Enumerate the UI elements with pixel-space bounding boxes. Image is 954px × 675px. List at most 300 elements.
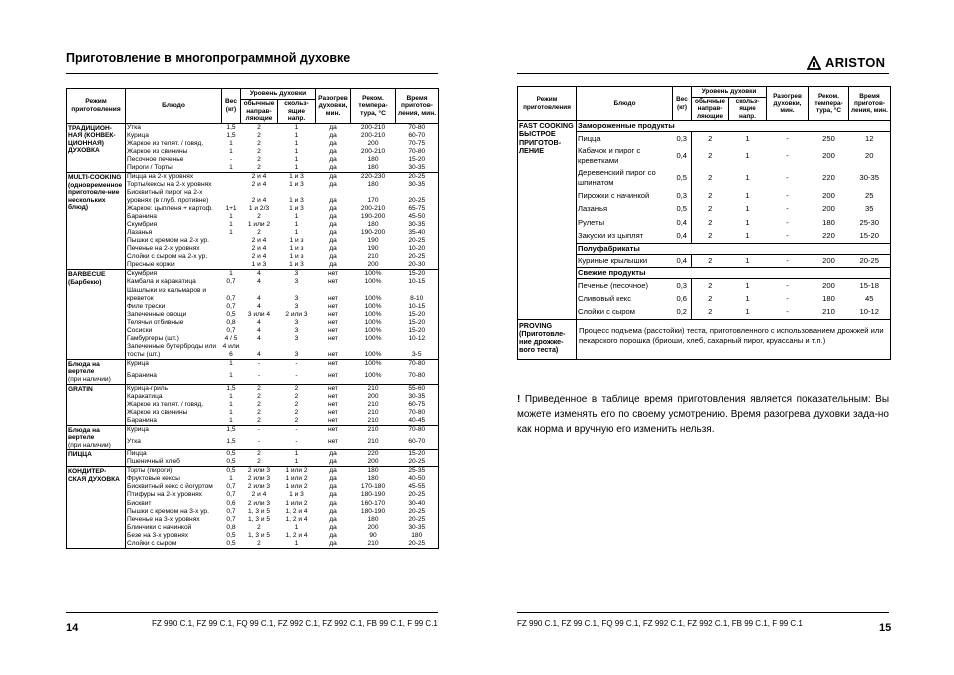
mode-label: BARBECUE (Барбекю): [68, 271, 106, 286]
value-cell: 180: [367, 221, 379, 229]
value-cell: 100%: [364, 350, 382, 358]
value-cell: 0,5: [226, 531, 236, 539]
value-cell: 1: [229, 213, 233, 221]
value-cell: 10-15: [408, 302, 426, 310]
value-cell: 1,5: [222, 123, 241, 132]
value-cell: 1,5: [226, 131, 236, 139]
value-cell: 180: [411, 531, 423, 539]
value-cell: 30-35: [408, 163, 426, 171]
value-cell: 1: [278, 450, 316, 459]
value-cell: 70-80: [396, 123, 439, 132]
value-cell: 100%: [364, 371, 382, 379]
value-cell: 1 и 3: [289, 261, 304, 269]
value-cell: 170: [367, 197, 379, 205]
value-cell: нет: [327, 408, 339, 416]
value-cell: 0,7: [226, 302, 236, 310]
dish-cell: Пицца: [578, 133, 601, 143]
value-cell: 180-190: [360, 491, 386, 499]
dish-cell: Пицца на 2-х уровнях: [126, 172, 222, 181]
value-cell: 200: [822, 190, 835, 200]
value-cell: 3: [294, 302, 299, 310]
value-cell: 1: [294, 213, 299, 221]
value-cell: нет: [327, 400, 339, 408]
value-cell: 1: [229, 416, 233, 424]
header-mode: Режим приготовления: [67, 89, 126, 124]
value-cell: 1: [229, 371, 233, 379]
mode-label: Блюда на вертеле: [68, 360, 100, 376]
value-cell: 100%: [364, 302, 382, 310]
value-cell: 1: [229, 229, 233, 237]
value-cell: 2 и 4: [251, 491, 267, 499]
dish-cell: Жаркое: цыпленя + картоф.: [127, 205, 213, 213]
value-cell: 4: [257, 334, 261, 342]
value-cell: нет: [327, 310, 339, 318]
value-cell: 70-80: [408, 408, 426, 416]
value-cell: 4: [257, 302, 261, 310]
header-level-slide: скольз-ящие напр.: [278, 100, 316, 124]
value-cell: 1 или 2: [285, 499, 308, 507]
value-cell: 0,3: [673, 189, 692, 203]
value-cell: [222, 181, 241, 189]
dish-cell: Лазанья: [127, 229, 153, 237]
value-cell: 2 или 3: [247, 475, 271, 483]
value-cell: да: [316, 450, 351, 459]
dish-cell: Рулеты: [578, 217, 605, 227]
value-cell: -: [786, 173, 789, 183]
value-cell: 15-20: [408, 326, 426, 334]
header-mode: Режим приготовления: [518, 87, 577, 121]
dish-cell: Баранина: [127, 213, 157, 221]
value-cell: 1: [229, 147, 233, 155]
value-cell: -: [786, 293, 789, 303]
value-cell: 70-80: [408, 371, 426, 379]
value-cell: -: [241, 359, 278, 371]
value-cell: 1: [229, 392, 233, 400]
header-level-normal: обычные направ-ляющие: [241, 100, 278, 124]
value-cell: да: [329, 147, 337, 155]
value-cell: 60-70: [408, 131, 426, 139]
value-cell: -: [278, 425, 316, 437]
value-cell: 200: [367, 392, 379, 400]
value-cell: 1: [745, 190, 750, 200]
value-cell: 30-35: [408, 221, 426, 229]
value-cell: 2: [257, 523, 261, 531]
section-title: Свежие продукты: [577, 268, 891, 279]
value-cell: 180: [367, 163, 379, 171]
value-cell: да: [329, 139, 337, 147]
value-cell: [222, 172, 241, 181]
value-cell: 2: [708, 307, 713, 317]
value-cell: 2: [294, 416, 299, 424]
value-cell: 30-40: [408, 499, 426, 507]
table-row: [67, 172, 439, 181]
value-cell: 15-20: [396, 270, 439, 279]
value-cell: 4: [257, 294, 261, 302]
value-cell: 200: [822, 204, 835, 214]
dish-cell: Торты (пироги): [126, 467, 222, 476]
dish-cell: Баранина: [127, 416, 157, 424]
dish-cell: Пирожки с начинкой: [578, 190, 650, 200]
value-cell: -: [786, 255, 789, 265]
value-cell: -: [229, 155, 233, 163]
value-cell: 1 и 3: [289, 197, 304, 205]
value-cell: да: [329, 483, 337, 491]
value-cell: 1: [294, 229, 299, 237]
value-cell: 2: [708, 173, 713, 183]
value-cell: 200: [822, 255, 835, 265]
dish-cell: Курица: [127, 131, 149, 139]
value-cell: 2 и 4: [241, 172, 278, 181]
header-level: Уровень духовки: [692, 87, 767, 98]
proving-description: Процесс подъема (расстойки) теста, приготовленного с использованием дрожжей или пекарского порошка (бриоши, хлеб, сахарный пирог, круассаны и т.п.): [577, 319, 891, 359]
dish-cell: Куриные крылышки: [578, 255, 648, 265]
value-cell: да: [329, 531, 337, 539]
table-row: [67, 467, 439, 476]
value-cell: 1 и 3: [251, 261, 267, 269]
value-cell: 55-60: [396, 384, 439, 393]
value-cell: 1: [294, 523, 299, 531]
value-cell: 200: [822, 151, 835, 161]
value-cell: да: [329, 507, 337, 515]
value-cell: 1: [278, 123, 316, 132]
value-cell: 1: [745, 307, 750, 317]
value-cell: 45: [865, 293, 874, 303]
dish-cell: Фруктовые кексы: [127, 475, 180, 483]
value-cell: 2: [241, 384, 278, 393]
value-cell: 190: [367, 237, 379, 245]
mode-label: Блюда на вертеле: [68, 426, 100, 442]
value-cell: 2 и 4: [251, 245, 267, 253]
value-cell: 0,3: [673, 132, 692, 146]
value-cell: 20-25: [408, 197, 426, 205]
value-cell: 20-25: [408, 515, 426, 523]
value-cell: нет: [327, 437, 339, 445]
value-cell: 1, 3 и 5: [247, 515, 270, 523]
dish-cell: Кабачок и пирог с креветками: [578, 146, 641, 166]
value-cell: 2: [257, 147, 261, 155]
value-cell: 2: [257, 163, 261, 171]
value-cell: 1 и 3: [289, 180, 304, 188]
value-cell: 1 и 3: [289, 491, 304, 499]
value-cell: 3: [294, 326, 299, 334]
value-cell: 4: [257, 326, 261, 334]
dish-cell: Слойки с сыром: [578, 307, 635, 317]
header-temp: Реком. темпера-тура, °C: [351, 89, 396, 124]
value-cell: 70-80: [396, 359, 439, 371]
value-cell: да: [329, 261, 337, 269]
note-text: Приведенное в таблице время приготовления является показательным: Вы можете изменять его по своему усмотрению. Время разогрева духовки зада-но как норма и вручную его изменить нельзя.: [517, 394, 890, 435]
mode-sublabel: (при наличии): [68, 375, 111, 383]
value-cell: -: [786, 280, 789, 290]
value-cell: 0,5: [226, 539, 236, 547]
mode-label: ПИЦЦА: [68, 451, 92, 459]
mode-cell: FAST COOKING БЫСТРОЕ ПРИГОТОВ-ЛЕНИЕ: [518, 121, 577, 320]
mode-cell: [67, 270, 126, 359]
value-cell: 100%: [364, 334, 382, 342]
dish-cell: Жаркое из телят. / говяд.: [127, 139, 204, 147]
value-cell: 210: [367, 437, 379, 445]
value-cell: 25: [865, 190, 874, 200]
value-cell: 210: [367, 400, 379, 408]
value-cell: -: [241, 425, 278, 437]
value-cell: 65-75: [408, 205, 426, 213]
value-cell: нет: [327, 302, 339, 310]
value-cell: 15-20: [408, 318, 426, 326]
value-cell: 2: [241, 450, 278, 459]
value-cell: 1: [229, 221, 233, 229]
dish-cell: Курица-гриль: [126, 384, 222, 393]
value-cell: -: [278, 359, 316, 371]
section-title: Полуфабрикаты: [577, 243, 891, 254]
value-cell: 15-20: [396, 450, 439, 459]
value-cell: 200: [367, 458, 379, 466]
value-cell: 0,7: [226, 294, 236, 302]
brand-name: ARISTON: [825, 55, 886, 70]
value-cell: 180: [367, 180, 379, 188]
dish-cell: Камбала и каракатица: [127, 278, 196, 286]
value-cell: 180: [367, 155, 379, 163]
value-cell: 2: [257, 131, 261, 139]
value-cell: да: [329, 499, 337, 507]
value-cell: 1,5: [222, 425, 241, 437]
table-row: [67, 384, 439, 393]
value-cell: 90: [369, 531, 377, 539]
value-cell: 2: [257, 400, 261, 408]
footer-rule: [517, 612, 889, 613]
value-cell: 2 или 3: [247, 483, 271, 491]
dish-cell: Скумбрия: [127, 221, 158, 229]
value-cell: 1, 2 и 4: [285, 515, 308, 523]
value-cell: 0,2: [673, 306, 692, 320]
value-cell: 1,5: [226, 437, 236, 445]
value-cell: 1, 2 и 4: [285, 531, 308, 539]
value-cell: 1: [294, 139, 299, 147]
mode-cell: [67, 467, 126, 548]
value-cell: нет: [327, 278, 339, 286]
value-cell: да: [329, 523, 337, 531]
value-cell: 2: [257, 458, 261, 466]
value-cell: 1: [294, 458, 299, 466]
value-cell: да: [329, 205, 337, 213]
value-cell: 2: [708, 255, 713, 265]
dish-cell: Деревенский пирог со шпинатом: [578, 168, 656, 188]
value-cell: да: [329, 180, 337, 188]
value-cell: 210: [351, 384, 396, 393]
value-cell: нет: [316, 359, 351, 371]
value-cell: -: [786, 151, 789, 161]
value-cell: 1: [294, 539, 299, 547]
value-cell: 0,4: [673, 145, 692, 167]
value-cell: 1, 2 и 4: [285, 507, 308, 515]
value-cell: 2 или 3: [285, 310, 308, 318]
mode-cell: [67, 450, 126, 467]
value-cell: 0,8: [226, 318, 236, 326]
value-cell: 100%: [364, 278, 382, 286]
value-cell: 2: [257, 539, 261, 547]
value-cell: да: [329, 155, 337, 163]
dish-cell: Жаркое из свинины: [127, 147, 188, 155]
value-cell: 4: [241, 270, 278, 279]
page-number: 15: [879, 622, 892, 634]
value-cell: да: [329, 197, 337, 205]
dish-cell: Запеченные овощи: [127, 310, 187, 318]
value-cell: 15-20: [859, 231, 879, 241]
value-cell: да: [329, 131, 337, 139]
dish-cell: Слойки с сыром: [127, 539, 177, 547]
value-cell: 0,6: [226, 499, 236, 507]
dish-cell: Жаркое из телят. / говяд.: [127, 400, 204, 408]
mode-cell: [67, 123, 126, 172]
value-cell: -: [295, 371, 298, 379]
value-cell: да: [329, 245, 337, 253]
value-cell: 4: [257, 318, 261, 326]
value-cell: 220: [822, 173, 835, 183]
dish-cell: Жаркое из свинины: [127, 408, 188, 416]
value-cell: 1 и з: [289, 245, 304, 253]
value-cell: [222, 237, 241, 245]
value-cell: 210: [367, 408, 379, 416]
dish-cell: Бисквитный кекс с йогуртом: [127, 483, 213, 491]
dish-cell: Печенье на 2-х уровнях: [127, 245, 200, 253]
value-cell: 2 и 4: [251, 253, 267, 261]
value-cell: нет: [327, 326, 339, 334]
dish-cell: Телячьи отбивные: [127, 318, 184, 326]
value-cell: 200-210: [351, 123, 396, 132]
value-cell: нет: [316, 270, 351, 279]
value-cell: 200: [367, 139, 379, 147]
value-cell: 2 или 3: [247, 499, 271, 507]
dish-cell: Сливовый кекс: [578, 293, 632, 303]
value-cell: 200: [367, 261, 379, 269]
dish-cell: Закуски из цыплят: [578, 231, 644, 241]
value-cell: 1 или 2: [285, 483, 308, 491]
value-cell: 0,7: [226, 326, 236, 334]
value-cell: 0,4: [673, 230, 692, 244]
value-cell: 25-30: [859, 217, 879, 227]
value-cell: да: [329, 515, 337, 523]
value-cell: 1: [745, 173, 750, 183]
value-cell: 35: [865, 204, 874, 214]
value-cell: да: [329, 539, 337, 547]
value-cell: 1: [745, 217, 750, 227]
value-cell: 2: [708, 231, 713, 241]
value-cell: 0,6: [673, 292, 692, 306]
dish-cell: Пшеничный хлеб: [127, 458, 180, 466]
section-title: Замороженные продукты: [577, 121, 891, 132]
value-cell: 1: [229, 400, 233, 408]
note-mark: !: [517, 394, 521, 405]
value-cell: 100%: [364, 326, 382, 334]
model-list: FZ 990 C.1, FZ 99 C.1, FQ 99 C.1, FZ 992 C.1, FZ 992 C.1, FB 99 C.1, F 99 C.1: [517, 619, 803, 628]
value-cell: 2: [294, 408, 299, 416]
value-cell: 2: [257, 229, 261, 237]
value-cell: 45-50: [408, 213, 426, 221]
dish-cell: Шашлыки из кальмаров и креветок: [127, 286, 207, 302]
value-cell: -: [257, 371, 261, 379]
value-cell: 1 или 2: [247, 221, 271, 229]
value-cell: 2: [708, 217, 713, 227]
value-cell: 210: [367, 253, 379, 261]
value-cell: -: [295, 437, 298, 445]
value-cell: 1: [229, 408, 233, 416]
value-cell: 3: [294, 334, 299, 342]
value-cell: 220: [822, 231, 835, 241]
header-preheat: Разогрев духовки, мин.: [316, 89, 351, 124]
dish-cell: Скумбрия: [126, 270, 222, 279]
value-cell: 20-25: [408, 253, 426, 261]
value-cell: 1: [294, 147, 299, 155]
dish-cell: Торты/кексы на 2-х уровнях: [127, 180, 212, 188]
value-cell: 30-35: [408, 180, 426, 188]
value-cell: 1, 3 и 5: [247, 531, 270, 539]
mode-cell: [67, 172, 126, 269]
value-cell: да: [316, 123, 351, 132]
value-cell: 1: [294, 221, 299, 229]
header-time: Время приготов-ления, мин.: [849, 87, 891, 121]
table-row: [67, 450, 439, 459]
value-cell: 1: [229, 475, 233, 483]
value-cell: 2: [278, 384, 316, 393]
value-cell: 180: [367, 475, 379, 483]
value-cell: 100%: [351, 359, 396, 371]
value-cell: 2: [294, 392, 299, 400]
value-cell: да: [329, 237, 337, 245]
dish-cell: Сосиски: [127, 326, 153, 334]
value-cell: нет: [327, 318, 339, 326]
value-cell: 20-25: [396, 172, 439, 181]
value-cell: 1 и 3: [289, 205, 304, 213]
value-cell: 25-35: [396, 467, 439, 476]
dish-cell: Бисквит: [127, 499, 152, 507]
value-cell: 70-80: [408, 147, 426, 155]
value-cell: 100%: [351, 270, 396, 279]
value-cell: да: [329, 221, 337, 229]
value-cell: 0,5: [226, 458, 236, 466]
value-cell: 0,8: [226, 523, 236, 531]
dish-cell: Курица: [126, 359, 222, 371]
value-cell: 210: [351, 425, 396, 437]
dish-cell: Печенье на 3-х уровнях: [127, 515, 200, 523]
footer-rule: [66, 612, 438, 613]
value-cell: 3: [278, 270, 316, 279]
value-cell: 220-230: [351, 172, 396, 181]
header-level: Уровень духовки: [241, 89, 316, 100]
value-cell: 20-25: [408, 507, 426, 515]
value-cell: 8-10: [410, 294, 424, 302]
value-cell: 20-25: [408, 539, 426, 547]
value-cell: 0,3: [673, 279, 692, 293]
value-cell: 180: [822, 217, 835, 227]
value-cell: да: [329, 213, 337, 221]
header-dish: Блюдо: [577, 87, 673, 121]
value-cell: 2: [708, 280, 713, 290]
page-title: Приготовление в многопрограммной духовке: [66, 51, 351, 65]
value-cell: 3-5: [412, 350, 422, 358]
value-cell: 1: [294, 163, 299, 171]
dish-cell: Пироги / Торты: [127, 163, 173, 171]
value-cell: -: [786, 217, 789, 227]
value-cell: нет: [327, 350, 339, 358]
value-cell: 190-200: [360, 213, 386, 221]
value-cell: 1: [294, 131, 299, 139]
value-cell: 0,7: [226, 278, 236, 286]
value-cell: 1: [745, 293, 750, 303]
note-paragraph: [517, 392, 889, 437]
title-rule: [66, 73, 438, 74]
value-cell: да: [329, 253, 337, 261]
value-cell: 3: [294, 278, 299, 286]
value-cell: 220: [351, 450, 396, 459]
